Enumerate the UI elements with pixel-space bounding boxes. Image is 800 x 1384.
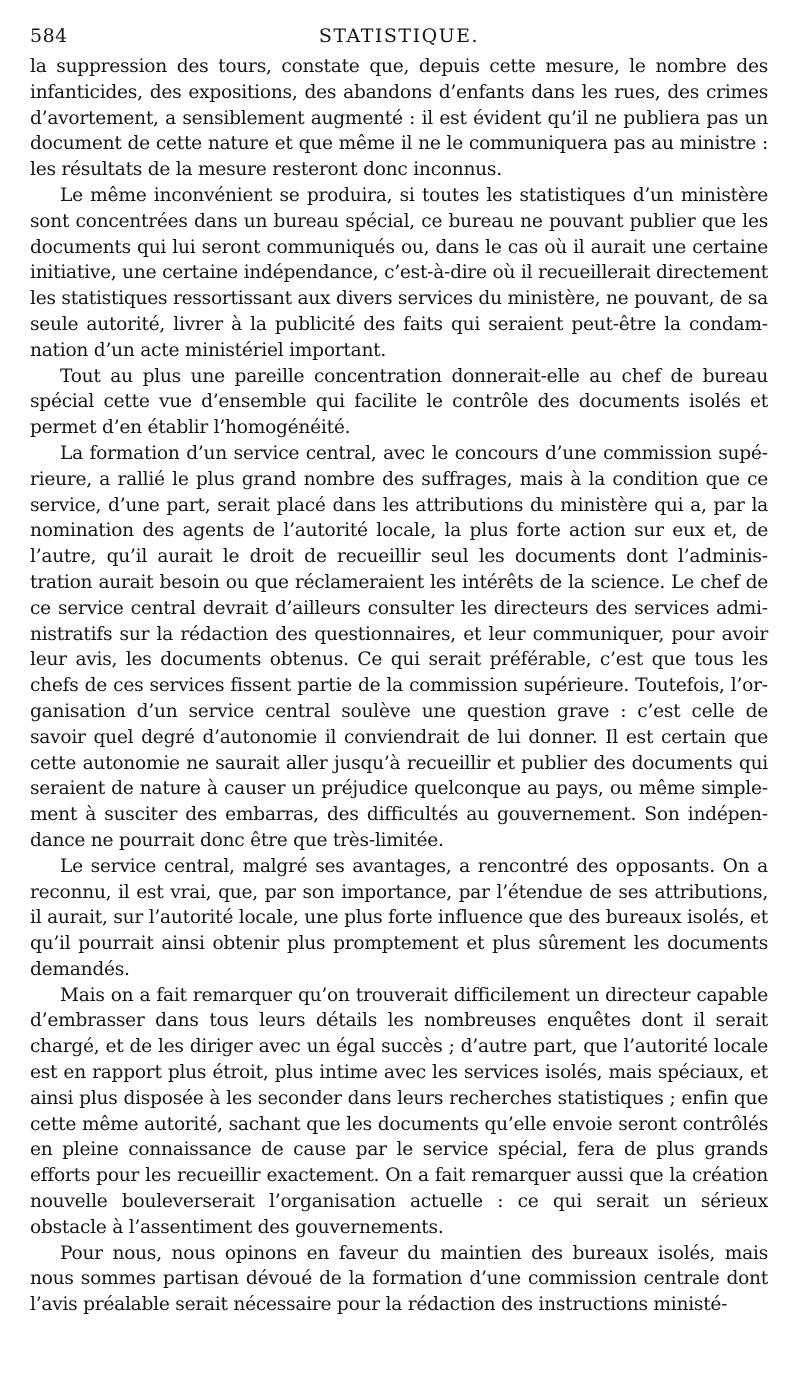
paragraph-2: Le même inconvénient se produira, si toutes les statistiques d’un ministère sont concentrées dans un bureau spécial, ce bureau ne pouvant publier que les documents qui lui seront communiqués ou, dans le cas où il aurait une certaine initiative, une certaine indépendance, c’est-à-dire où il recueillerait directement les statistiques ressortissant aux divers services du ministère, ne pouvant, de sa seule autorité, livrer à la publicité des faits qui seraient peut-être la condamnation d’un acte ministériel important. — [30, 184, 768, 361]
page-header — [30, 24, 768, 52]
paragraph-5: Le service central, malgré ses avantages, a rencontré des opposants. On a reconnu, il est vrai, que, par son importance, par l’étendue de ses attributions, il aurait, sur l’autorité locale, une plus forte influence que des bureaux isolés, et qu’il pourrait ainsi obtenir plus promptement et plus sûrement les documents demandés. — [30, 855, 768, 980]
paragraph-4: La formation d’un service central, avec le concours d’une commission supérieure, a rallié le plus grand nombre des suffrages, mais à la condition que ce service, d’une part, serait placé dans les attributions du ministère qui a, par la nomination des agents de l’autorité locale, la plus forte action sur eux et, de l’autre, qu’il aurait le droit de recueillir seul les documents dont l’administration aurait besoin ou que réclameraient les intérêts de la science. Le chef de ce service central devrait d’ailleurs consulter les directeurs des services administratifs sur la rédaction des questionnaires, et leur communiquer, pour avoir leur avis, les documents obtenus. Ce qui serait préférable, c’est que tous les chefs de ces services fissent partie de la commission supérieure. Toutefois, l’organisation d’un service central soulève une question grave : c’est celle de savoir quel degré d’autonomie il conviendrait de lui donner. Il est certain que cette autonomie ne saurait aller jusqu’à recueillir et publier des documents qui seraient de nature à causer un préjudice quelconque au pays, ou même simplement à susciter des embarras, des difficultés au gouvernement. Son indépendance ne pourrait donc être que très-limitée. — [30, 442, 768, 851]
paragraph-1: la suppression des tours, constate que, depuis cette mesure, le nombre des infanticides, des expositions, des abandons d’enfants dans les rues, des crimes d’avortement, a sensiblement augmenté : il est évident qu’il ne publiera pas un document de cette nature et que même il ne le communiquera pas au ministre : les résultats de la mesure resteront donc inconnus. — [30, 56, 768, 181]
paragraph-7: Pour nous, nous opinons en faveur du maintien des bureaux isolés, mais nous sommes partisan dévoué de la formation d’une commission centrale dont l’avis préalable serait nécessaire pour la rédaction des instructions ministé- — [30, 1242, 768, 1316]
document-page — [30, 24, 768, 1318]
paragraph-6: Mais on a fait remarquer qu’on trouverait difficilement un directeur capable d’embrasser dans tous leurs détails les nombreuses enquêtes dont il serait chargé, et de les diriger avec un égal succès ; d’autre part, que l’autorité locale est en rapport plus étroit, plus intime avec les services isolés, mais spéciaux, et ainsi plus disposée à les seconder dans leurs recherches statistiques ; enfin que cette même autorité, sachant que les documents qu’elle envoie seront contrôlés en pleine connaissance de cause par le service spécial, fera de plus grands efforts pour les recueillir exactement. On a fait remarquer aussi que la création nouvelle bouleverserait l’organisation actuelle : ce qui serait un sérieux obstacle à l’assentiment des gouvernements. — [30, 984, 768, 1238]
paragraph-3: Tout au plus une pareille concentration donnerait-elle au chef de bureau spécial cette vue d’ensemble qui facilite le contrôle des documents isolés et permet d’en établir l’homogénéité. — [30, 365, 768, 439]
running-title: STATISTIQUE. — [318, 25, 480, 47]
body-text — [30, 54, 768, 1318]
page-number: 584 — [30, 25, 68, 47]
